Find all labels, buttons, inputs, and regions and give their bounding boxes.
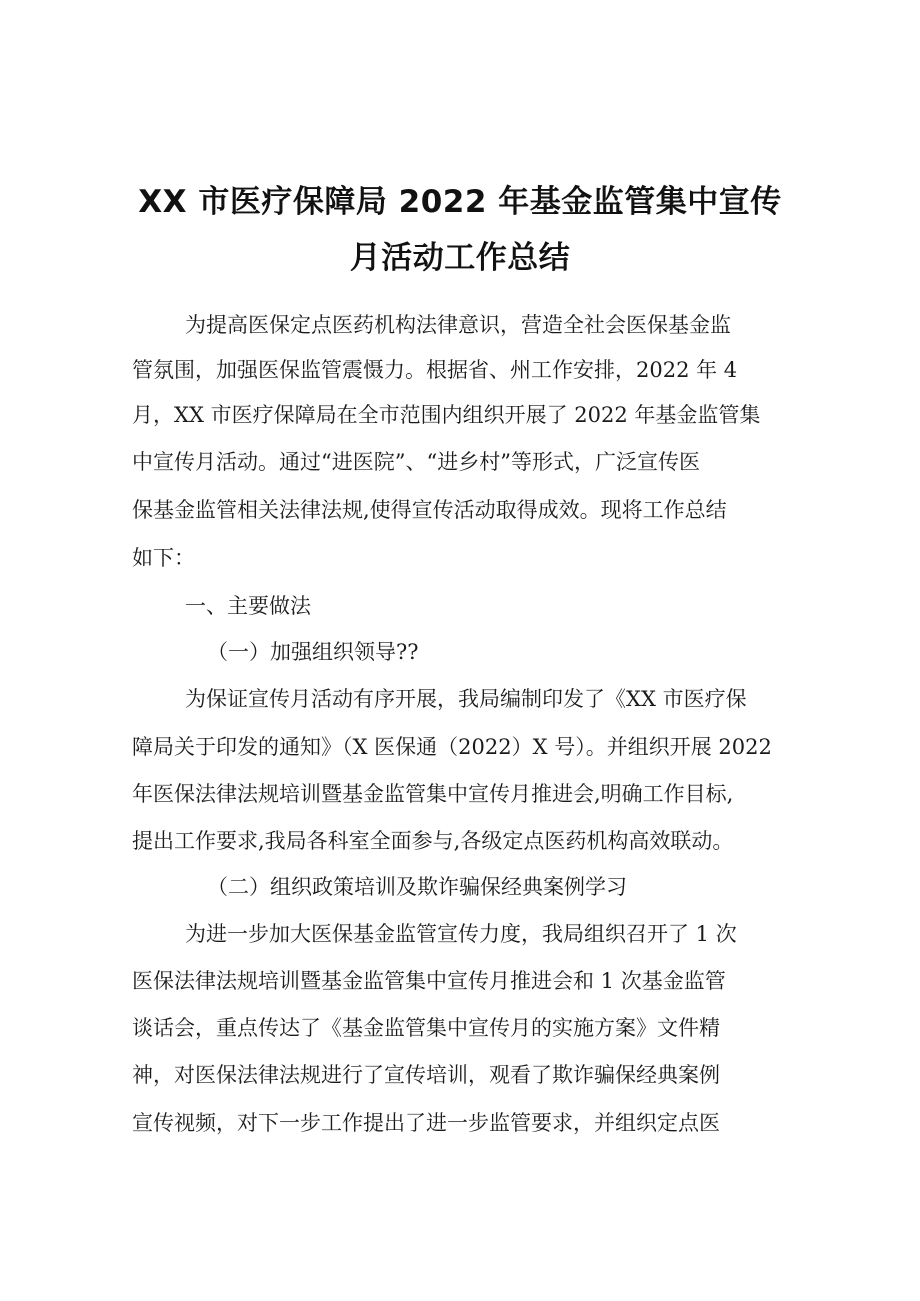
subsection-1-heading: （一）加强组织领导??	[207, 640, 419, 664]
intro-line-1: 为提高医保定点医药机构法律意识，营造全社会医保基金监	[185, 313, 731, 337]
intro-line-3: 月，XX 市医疗保障局在全市范围内组织开展了 2022 年基金监管集	[132, 403, 761, 427]
intro-line-5: 保基金监管相关法律法规,使得宣传活动取得成效。现将工作总结	[132, 498, 727, 522]
intro-line-2: 管氛围，加强医保监管震慑力。根据省、州工作安排，2022 年 4	[132, 358, 738, 382]
subsection-2-heading: （二）组织政策培训及欺诈骗保经典案例学习	[207, 875, 627, 899]
subsection-1-line-2: 障局关于印发的通知》（X 医保通（2022）X 号）。并组织开展 2022	[132, 735, 772, 759]
subsection-2-line-4: 神，对医保法律法规进行了宣传培训，观看了欺诈骗保经典案例	[132, 1063, 720, 1087]
subsection-2-line-3: 谈话会，重点传达了《基金监管集中宣传月的实施方案》文件精	[132, 1016, 720, 1040]
intro-line-6: 如下：	[132, 546, 195, 570]
subsection-1-line-4: 提出工作要求,我局各科室全面参与,各级定点医药机构高效联动。	[132, 829, 734, 853]
subsection-1-line-3: 年医保法律法规培训暨基金监管集中宣传月推进会,明确工作目标,	[132, 782, 734, 806]
document-title-line-1: XX 市医疗保障局 2022 年基金监管集中宣传	[138, 184, 782, 220]
intro-line-4: 中宣传月活动。通过“进医院”、“进乡村”等形式，广泛宣传医	[132, 450, 700, 474]
subsection-2-line-5: 宣传视频，对下一步工作提出了进一步监管要求，并组织定点医	[132, 1111, 720, 1135]
subsection-1-line-1: 为保证宣传月活动有序开展，我局编制印发了《XX 市医疗保	[185, 687, 747, 711]
subsection-2-line-2: 医保法律法规培训暨基金监管集中宣传月推进会和 1 次基金监管	[132, 969, 726, 993]
section-1-heading: 一、主要做法	[185, 594, 311, 618]
subsection-2-line-1: 为进一步加大医保基金监管宣传力度，我局组织召开了 1 次	[185, 922, 737, 946]
document-title-line-2: 月活动工作总结	[349, 240, 571, 276]
